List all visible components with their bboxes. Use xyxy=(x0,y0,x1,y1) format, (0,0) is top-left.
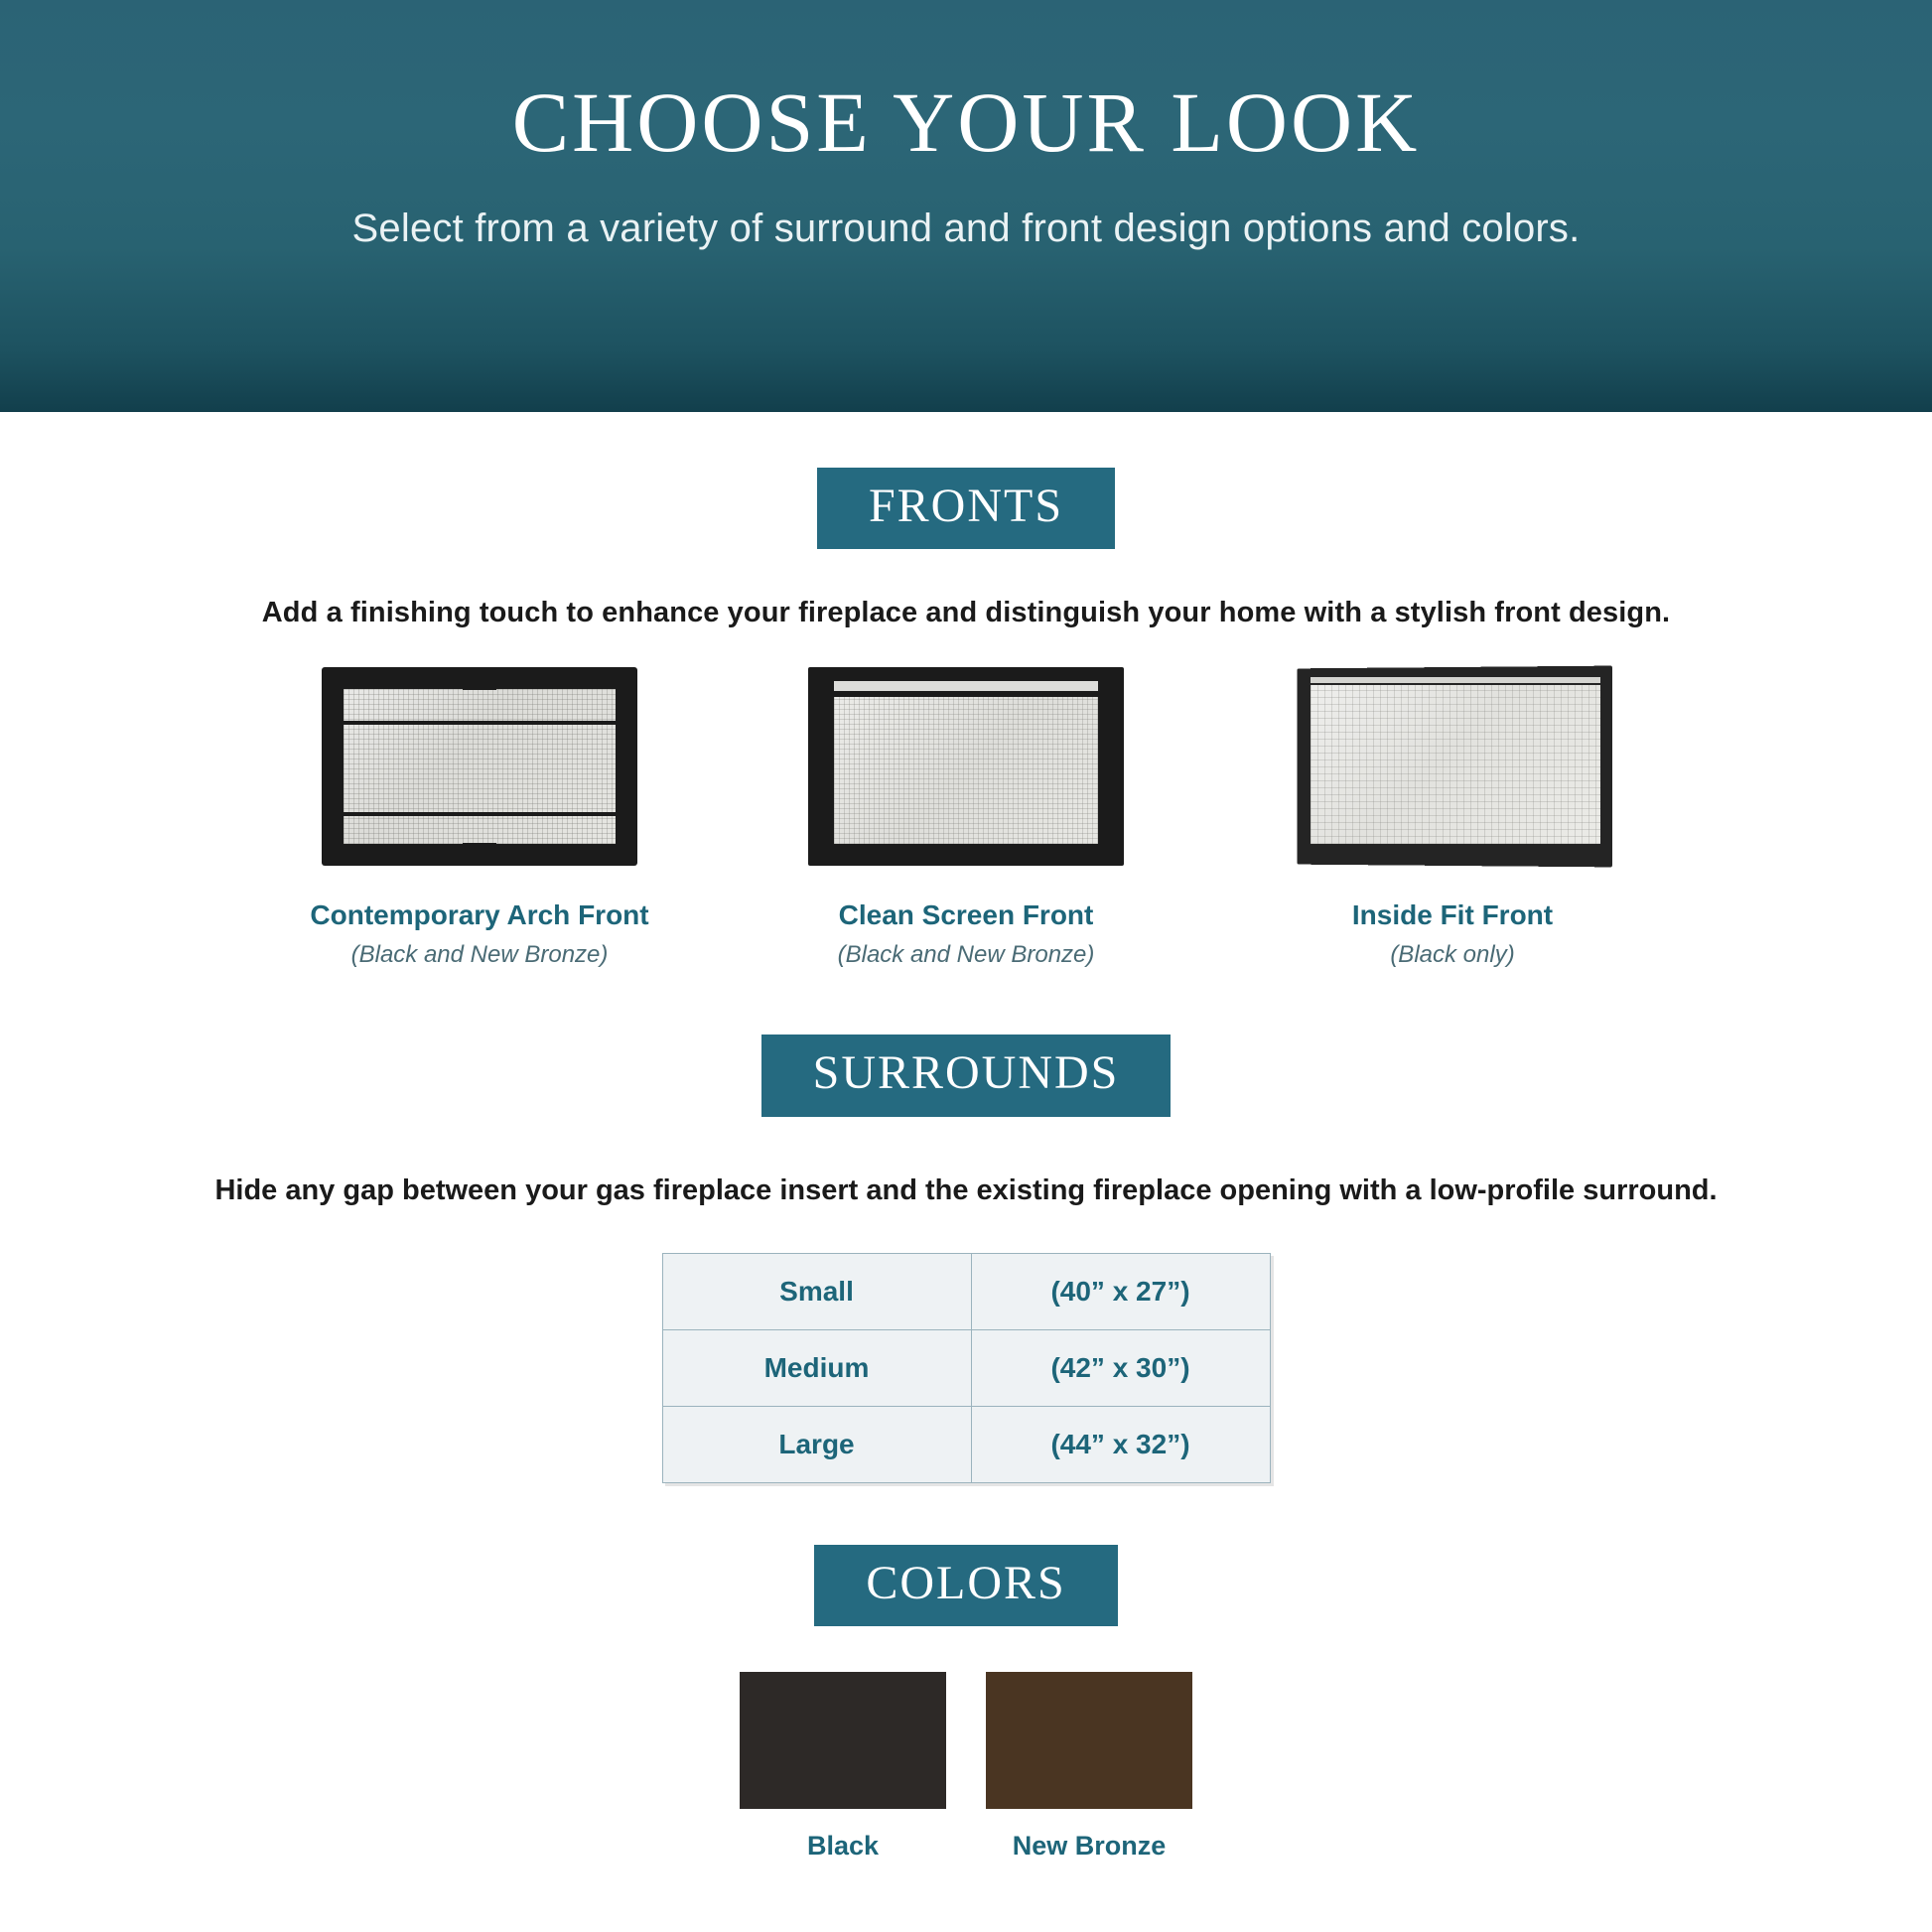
table-row xyxy=(662,1329,1270,1406)
color-swatch[interactable] xyxy=(740,1672,946,1809)
front-note: (Black and New Bronze) xyxy=(350,941,609,969)
color-swatch[interactable] xyxy=(986,1672,1192,1809)
size-label: Medium xyxy=(662,1329,971,1406)
front-option-clean-screen[interactable] xyxy=(723,667,1209,969)
colors-banner-wrap xyxy=(0,1545,1932,1626)
surrounds-section xyxy=(0,1035,1932,1483)
color-swatch-row xyxy=(0,1672,1932,1862)
color-option-black[interactable] xyxy=(739,1672,947,1862)
color-option-new-bronze[interactable] xyxy=(985,1672,1193,1862)
surround-sizes-table-wrap xyxy=(0,1253,1932,1483)
front-note: (Black only) xyxy=(1390,941,1515,969)
page-title: CHOOSE YOUR LOOK xyxy=(511,74,1421,170)
size-label: Small xyxy=(662,1253,971,1329)
surround-sizes-table xyxy=(662,1253,1271,1483)
surrounds-banner: SURROUNDS xyxy=(761,1035,1172,1116)
fronts-row xyxy=(0,667,1932,969)
size-dimensions: (42” x 30”) xyxy=(971,1329,1270,1406)
inside-fit-front-icon xyxy=(1295,667,1610,866)
front-title: Inside Fit Front xyxy=(1351,899,1554,931)
front-title: Contemporary Arch Front xyxy=(310,899,649,931)
color-label: Black xyxy=(806,1831,880,1862)
size-dimensions: (44” x 32”) xyxy=(971,1406,1270,1482)
hero-header xyxy=(0,0,1932,412)
fronts-banner-wrap xyxy=(0,468,1932,549)
fronts-description: Add a finishing touch to enhance your fireplace and distinguish your home with a stylish front design. xyxy=(261,597,1671,629)
table-row xyxy=(662,1253,1270,1329)
front-option-inside-fit[interactable] xyxy=(1209,667,1696,969)
front-option-contemporary-arch[interactable] xyxy=(236,667,723,969)
colors-banner: COLORS xyxy=(814,1545,1117,1626)
contemporary-arch-front-icon xyxy=(322,667,637,866)
colors-section xyxy=(0,1545,1932,1862)
clean-screen-front-icon xyxy=(808,667,1124,866)
fronts-banner: FRONTS xyxy=(817,468,1115,549)
table-row xyxy=(662,1406,1270,1482)
surrounds-banner-wrap xyxy=(0,1035,1932,1116)
front-note: (Black and New Bronze) xyxy=(837,941,1095,969)
size-dimensions: (40” x 27”) xyxy=(971,1253,1270,1329)
color-label: New Bronze xyxy=(1012,1831,1167,1862)
page-subtitle: Select from a variety of surround and front design options and colors. xyxy=(351,207,1581,250)
surrounds-description: Hide any gap between your gas fireplace insert and the existing fireplace opening with a low-profile surround. xyxy=(214,1173,1718,1206)
size-label: Large xyxy=(662,1406,971,1482)
front-title: Clean Screen Front xyxy=(838,899,1094,931)
